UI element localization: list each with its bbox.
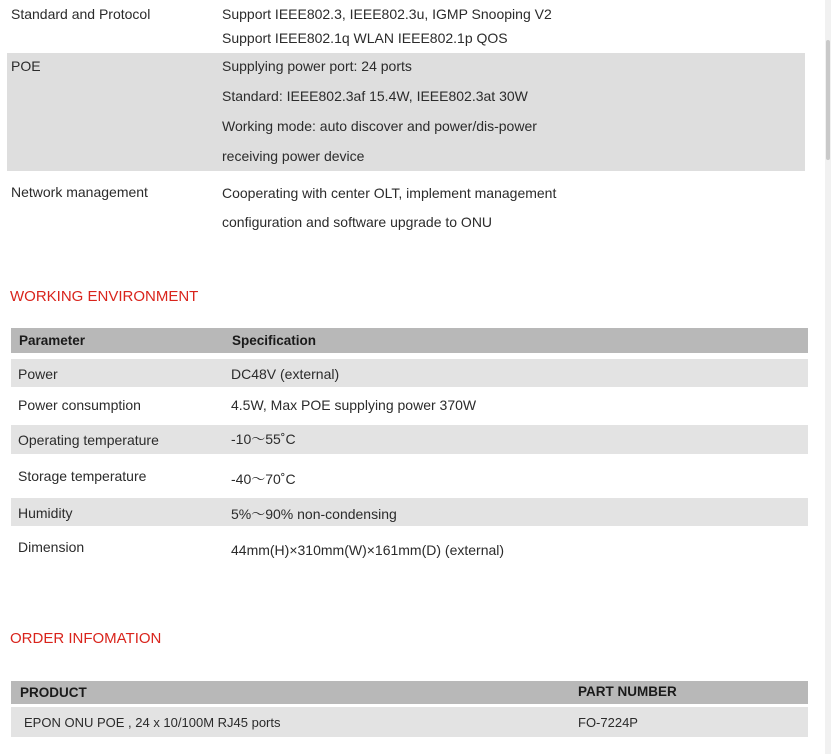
working-environment-title: WORKING ENVIRONMENT	[10, 288, 199, 305]
env-spec-storage-temperature: -40〜70˚C	[231, 471, 296, 487]
order-product-name: EPON ONU POE , 24 x 10/100M RJ45 ports	[24, 715, 281, 730]
spec-value-line: Standard: IEEE802.3af 15.4W, IEEE802.3at 30W	[222, 88, 528, 104]
env-spec-power: DC48V (external)	[231, 366, 340, 382]
spec-value-line: Supplying power port: 24 ports	[222, 58, 412, 74]
spec-label-network-management: Network management	[11, 184, 148, 200]
env-spec-humidity: 5%〜90% non-condensing	[231, 506, 397, 522]
env-param-humidity: Humidity	[18, 505, 73, 521]
env-param-storage-temperature: Storage temperature	[18, 468, 147, 484]
order-table-header	[11, 681, 808, 704]
scrollbar-thumb[interactable]	[826, 40, 830, 160]
spec-label-standard-protocol: Standard and Protocol	[11, 6, 151, 22]
spec-value-line: configuration and software upgrade to ONU	[222, 214, 493, 230]
env-spec-operating-temperature: -10〜55˚C	[231, 431, 296, 447]
env-header-parameter: Parameter	[19, 333, 86, 348]
spec-value-line: Working mode: auto discover and power/dis-power	[222, 118, 537, 134]
env-param-operating-temperature: Operating temperature	[18, 432, 159, 448]
env-param-power-consumption: Power consumption	[18, 397, 141, 413]
env-table-header	[11, 328, 808, 353]
env-param-dimension: Dimension	[18, 539, 85, 555]
spec-value-line: Cooperating with center OLT, implement management	[222, 185, 557, 201]
spec-label-poe: POE	[11, 58, 41, 74]
env-spec-dimension: 44mm(H)×310mm(W)×161mm(D) (external)	[231, 542, 505, 558]
table-row	[11, 359, 808, 387]
order-part-number: FO-7224P	[578, 715, 638, 730]
order-header-product: PRODUCT	[20, 685, 87, 700]
env-spec-power-consumption: 4.5W, Max POE supplying power 370W	[231, 397, 477, 413]
spec-value-line: Support IEEE802.1q WLAN IEEE802.1p QOS	[222, 30, 508, 46]
table-row	[11, 498, 808, 526]
env-param-power: Power	[18, 366, 58, 382]
order-header-part-number: PART NUMBER	[578, 684, 677, 699]
spec-value-line: Support IEEE802.3, IEEE802.3u, IGMP Snooping V2	[222, 6, 552, 22]
spec-value-line: receiving power device	[222, 148, 365, 164]
env-header-specification: Specification	[232, 333, 317, 348]
order-information-title: ORDER INFOMATION	[10, 630, 162, 647]
